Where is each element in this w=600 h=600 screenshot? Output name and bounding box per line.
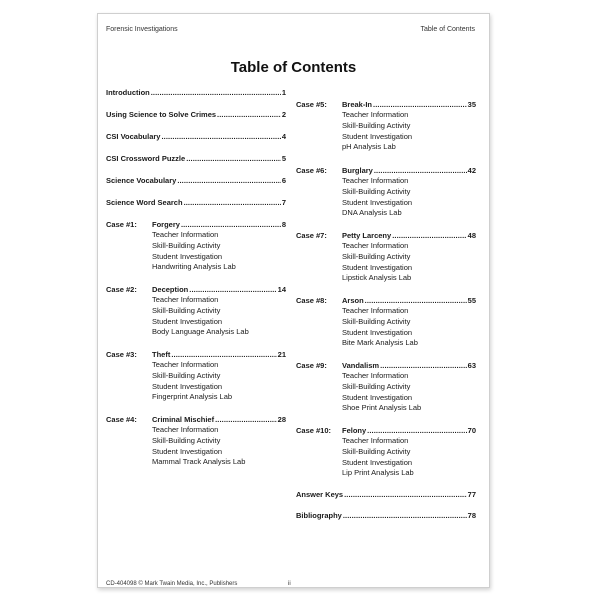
case-title: Deception xyxy=(152,285,189,294)
dot-leader xyxy=(367,426,466,436)
entry-page-number: 78 xyxy=(467,511,476,520)
case-subitem: Skill-Building Activity xyxy=(152,370,221,380)
case-subitem: Skill-Building Activity xyxy=(342,316,411,326)
case-subitem: Student Investigation xyxy=(152,381,223,391)
case-subitem: pH Analysis Lab xyxy=(342,142,396,152)
entry-page-number: 5 xyxy=(281,154,286,163)
case-title: Forgery xyxy=(152,220,180,229)
case-page-number: 28 xyxy=(277,415,286,424)
case-subitem: Teacher Information xyxy=(342,436,409,445)
dot-leader xyxy=(171,350,276,360)
case-subitem: Mammal Track Analysis Lab xyxy=(152,457,246,467)
case-subitem: Teacher Information xyxy=(152,230,219,239)
dot-leader xyxy=(151,88,281,98)
toc-entry xyxy=(106,88,286,98)
entry-label: Answer Keys xyxy=(296,490,344,499)
case-subitem: Student Investigation xyxy=(342,327,413,337)
dot-leader xyxy=(392,231,466,241)
entry-page-number: 7 xyxy=(281,198,286,207)
toc-entry xyxy=(106,198,286,208)
case-page-number: 21 xyxy=(277,350,286,359)
case-number-label: Case #10: xyxy=(296,426,332,435)
case-subitem: Fingerprint Analysis Lab xyxy=(152,392,233,402)
case-page-number: 35 xyxy=(467,100,476,109)
case-page-number: 42 xyxy=(467,166,476,175)
case-number-label: Case #6: xyxy=(296,166,327,175)
case-number-label: Case #8: xyxy=(296,296,327,305)
case-title-entry xyxy=(342,426,476,436)
dot-leader xyxy=(215,415,277,425)
dot-leader xyxy=(184,198,281,208)
case-title: Theft xyxy=(152,350,171,359)
dot-leader xyxy=(380,361,467,371)
case-subitem: Teacher Information xyxy=(152,295,219,304)
case-title: Break-In xyxy=(342,100,373,109)
case-subitem: Skill-Building Activity xyxy=(342,446,411,456)
entry-label: Bibliography xyxy=(296,511,342,520)
dot-leader xyxy=(217,110,281,120)
case-title: Petty Larceny xyxy=(342,231,392,240)
dot-leader xyxy=(189,285,276,295)
case-subitem: Student Investigation xyxy=(152,446,223,456)
case-subitem: Skill-Building Activity xyxy=(342,186,411,196)
case-subitem: Student Investigation xyxy=(342,392,413,402)
case-subitem: Teacher Information xyxy=(152,425,219,434)
toc-entry-answer-keys xyxy=(296,490,476,500)
dot-leader xyxy=(373,100,467,110)
footer-page-number: ii xyxy=(288,581,291,587)
case-subitem: Student Investigation xyxy=(152,316,223,326)
case-subitem: Skill-Building Activity xyxy=(342,381,411,391)
case-page-number: 70 xyxy=(467,426,476,435)
case-number-label: Case #1: xyxy=(106,220,137,229)
case-title: Felony xyxy=(342,426,367,435)
case-page-number: 8 xyxy=(281,220,286,229)
case-number-label: Case #3: xyxy=(106,350,137,359)
entry-label: Science Vocabulary xyxy=(106,176,177,185)
case-subitem: Student Investigation xyxy=(152,251,223,261)
dot-leader xyxy=(374,166,467,176)
case-page-number: 55 xyxy=(467,296,476,305)
dot-leader xyxy=(343,511,467,521)
case-subitem: Teacher Information xyxy=(342,306,409,315)
case-subitem: Teacher Information xyxy=(342,371,409,380)
dot-leader xyxy=(365,296,467,306)
case-title: Vandalism xyxy=(342,361,380,370)
toc-entry xyxy=(106,110,286,120)
case-subitem: Lip Print Analysis Lab xyxy=(342,468,414,478)
case-number-label: Case #2: xyxy=(106,285,137,294)
case-subitem: Student Investigation xyxy=(342,131,413,141)
running-header-left: Forensic Investigations xyxy=(106,26,178,33)
entry-page-number: 1 xyxy=(281,88,286,97)
case-subitem: Body Language Analysis Lab xyxy=(152,327,249,337)
case-subitem: Teacher Information xyxy=(342,241,409,250)
running-header-right: Table of Contents xyxy=(420,26,475,33)
dot-leader xyxy=(344,490,467,500)
case-subitem: Teacher Information xyxy=(152,360,219,369)
case-subitem: Skill-Building Activity xyxy=(342,120,411,130)
case-title-entry xyxy=(342,296,476,306)
entry-page-number: 2 xyxy=(281,110,286,119)
toc-entry xyxy=(106,176,286,186)
case-subitem: Student Investigation xyxy=(342,197,413,207)
dot-leader xyxy=(161,132,280,142)
entry-label: Using Science to Solve Crimes xyxy=(106,110,217,119)
entry-label: CSI Vocabulary xyxy=(106,132,161,141)
case-page-number: 63 xyxy=(467,361,476,370)
case-page-number: 48 xyxy=(467,231,476,240)
case-title: Arson xyxy=(342,296,364,305)
dot-leader xyxy=(181,220,281,230)
footer-publisher: CD-404098 © Mark Twain Media, Inc., Publishers xyxy=(106,581,238,587)
case-subitem: Skill-Building Activity xyxy=(152,240,221,250)
case-subitem: Skill-Building Activity xyxy=(342,251,411,261)
case-subitem: Student Investigation xyxy=(342,457,413,467)
entry-page-number: 6 xyxy=(281,176,286,185)
case-number-label: Case #5: xyxy=(296,100,327,109)
document-page xyxy=(97,13,490,588)
dot-leader xyxy=(177,176,281,186)
case-title-entry xyxy=(342,231,476,241)
case-title: Criminal Mischief xyxy=(152,415,215,424)
case-subitem: Bite Mark Analysis Lab xyxy=(342,338,418,348)
entry-label: Science Word Search xyxy=(106,198,183,207)
dot-leader xyxy=(186,154,281,164)
case-number-label: Case #9: xyxy=(296,361,327,370)
case-title-entry xyxy=(152,220,286,230)
case-subitem: Teacher Information xyxy=(342,176,409,185)
case-subitem: Skill-Building Activity xyxy=(152,305,221,315)
case-subitem: Teacher Information xyxy=(342,110,409,119)
case-subitem: DNA Analysis Lab xyxy=(342,208,402,218)
case-title: Burglary xyxy=(342,166,373,175)
case-title-entry xyxy=(342,100,476,110)
case-subitem: Student Investigation xyxy=(342,262,413,272)
entry-label: Introduction xyxy=(106,88,150,97)
case-title-entry xyxy=(342,361,476,371)
entry-label: CSI Crossword Puzzle xyxy=(106,154,186,163)
case-title-entry xyxy=(152,285,286,295)
toc-entry xyxy=(106,132,286,142)
case-title-entry xyxy=(152,415,286,425)
case-subitem: Handwriting Analysis Lab xyxy=(152,262,236,272)
case-title-entry xyxy=(342,166,476,176)
case-number-label: Case #4: xyxy=(106,415,137,424)
entry-page-number: 4 xyxy=(281,132,286,141)
case-title-entry xyxy=(152,350,286,360)
case-number-label: Case #7: xyxy=(296,231,327,240)
case-subitem: Lipstick Analysis Lab xyxy=(342,273,412,283)
case-page-number: 14 xyxy=(277,285,286,294)
entry-page-number: 77 xyxy=(467,490,476,499)
toc-entry xyxy=(106,154,286,164)
page-title: Table of Contents xyxy=(230,59,357,76)
case-subitem: Shoe Print Analysis Lab xyxy=(342,403,422,413)
case-subitem: Skill-Building Activity xyxy=(152,435,221,445)
toc-entry-bibliography xyxy=(296,511,476,521)
